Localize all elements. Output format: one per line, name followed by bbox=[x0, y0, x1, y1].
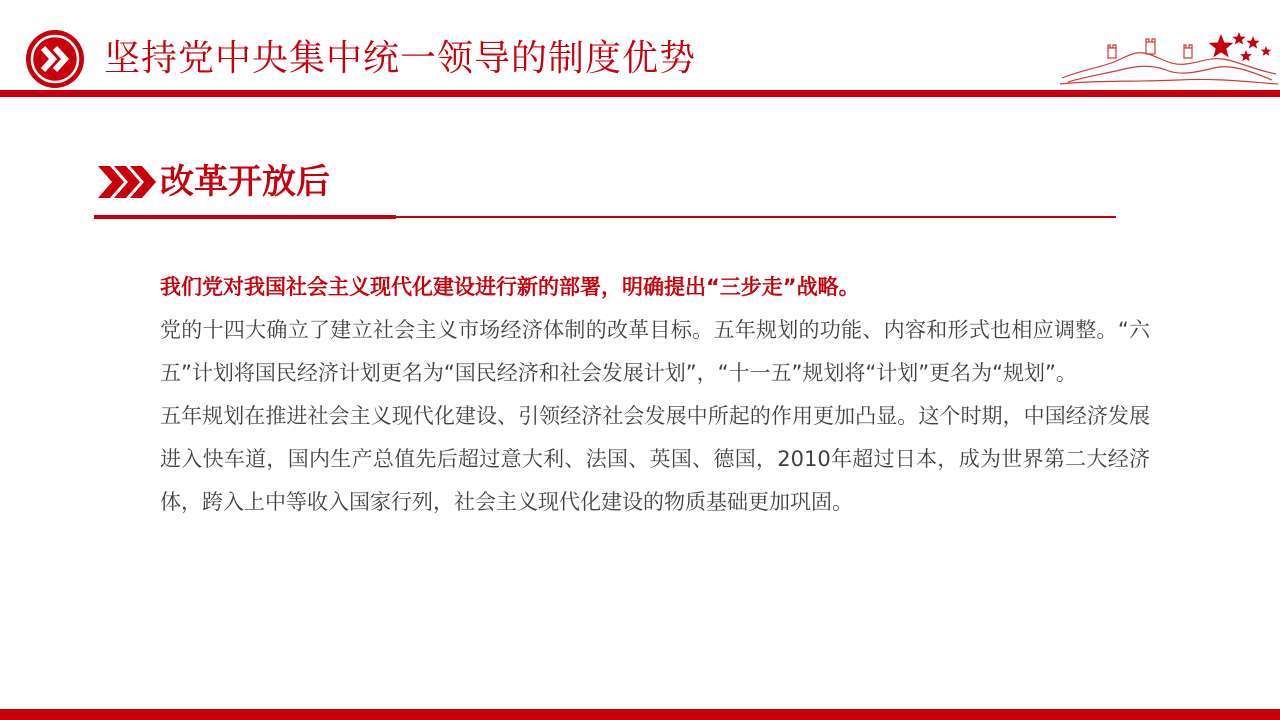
paragraph-economic-growth: 五年规划在推进社会主义现代化建设、引领经济社会发展中所起的作用更加凸显。这个时期，中国经济发展进入快车道，国内生产总值先后超过意大利、法国、英国、德国，2010年超过日本，成为世界第二大经济体，跨入上中等收入国家行列，社会主义现代化建设的物质基础更加巩固。 bbox=[160, 404, 1150, 514]
double-chevron-right-icon bbox=[26, 30, 84, 88]
footer-bar bbox=[0, 709, 1280, 720]
great-wall-stars-icon bbox=[1058, 26, 1280, 88]
header-divider bbox=[0, 90, 1280, 97]
content-body bbox=[160, 266, 1150, 524]
triple-chevron-right-icon bbox=[96, 164, 156, 200]
paragraph-reform-goal: 党的十四大确立了建立社会主义市场经济体制的改革目标。五年规划的功能、内容和形式也相应调整。“六五”计划将国民经济计划更名为“国民经济和社会发展计划”，“十一五”规划将“计划”更名为“规划”。 bbox=[160, 318, 1150, 385]
page-title: 坚持党中央集中统一领导的制度优势 bbox=[104, 38, 697, 79]
section-divider bbox=[396, 216, 1116, 218]
section-title: 改革开放后 bbox=[160, 162, 330, 202]
lead-statement: 我们党对我国社会主义现代化建设进行新的部署，明确提出“三步走”战略。 bbox=[160, 275, 860, 299]
section-divider-accent bbox=[94, 215, 396, 219]
